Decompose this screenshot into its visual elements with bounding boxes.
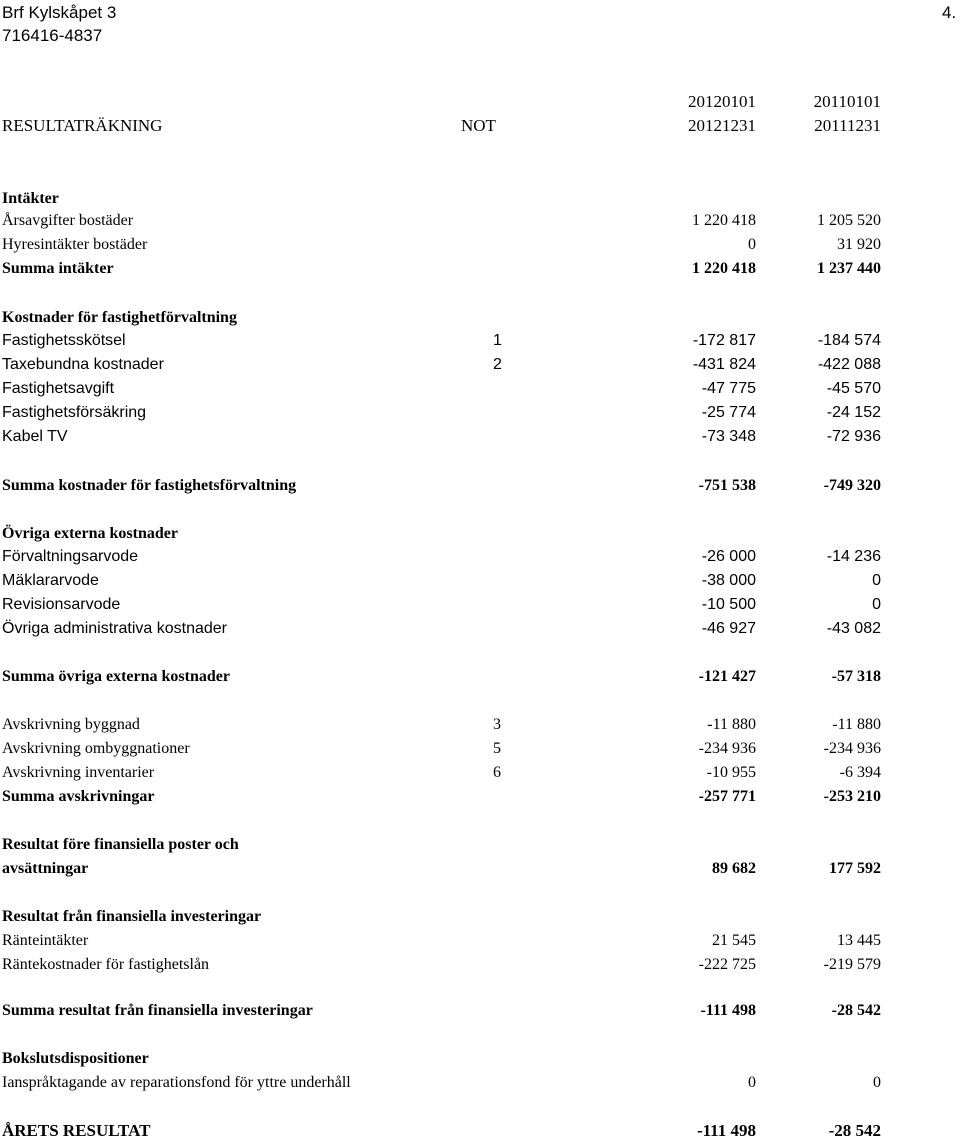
statement-row (0, 858, 960, 880)
statement-row (0, 570, 960, 592)
row-label: Övriga externa kostnader (2, 525, 178, 542)
statement-row (0, 234, 960, 256)
row-label: Kabel TV (2, 428, 68, 445)
row-value-current: -46 927 (701, 620, 756, 637)
statement-row (0, 188, 960, 210)
row-value-current: 0 (748, 236, 756, 253)
row-value-current: -257 771 (698, 788, 756, 805)
row-label: Räntekostnader för fastighetslån (2, 956, 210, 973)
row-value-current: -172 817 (692, 332, 756, 349)
row-label: Förvaltningsarvode (2, 548, 139, 565)
row-note: 3 (493, 716, 501, 733)
statement-row (0, 330, 960, 352)
statement-row (0, 1072, 960, 1094)
statement-row (0, 523, 960, 545)
row-label: Summa intäkter (2, 260, 114, 277)
period-previous-start: 20110101 (813, 92, 881, 111)
row-label: Avskrivning inventarier (2, 764, 155, 781)
row-value-current: -10 955 (706, 764, 756, 781)
row-label: Revisionsarvode (2, 596, 121, 613)
period-current-end: 20121231 (688, 116, 756, 135)
row-value-current: 0 (748, 1074, 756, 1091)
statement-row (0, 714, 960, 736)
row-note: 2 (493, 356, 502, 373)
period-previous-end: 20111231 (814, 116, 881, 135)
row-value-current: -111 498 (700, 1002, 756, 1019)
row-label: Ränteintäkter (2, 932, 89, 949)
row-value-previous: -24 152 (826, 404, 881, 421)
org-number: 716416-4837 (2, 26, 103, 45)
row-value-current: -38 000 (701, 572, 756, 589)
row-value-current: -11 880 (707, 716, 756, 733)
row-value-previous: -6 394 (839, 764, 881, 781)
row-label: ÅRETS RESULTAT (2, 1121, 151, 1140)
row-label: Bokslutsdispositioner (2, 1050, 149, 1067)
row-value-previous: 177 592 (829, 860, 881, 877)
row-value-current: -25 774 (701, 404, 756, 421)
row-value-previous: -45 570 (826, 380, 881, 397)
statement-row (0, 426, 960, 448)
statement-title: RESULTATRÄKNING (2, 116, 163, 135)
row-label: Avskrivning byggnad (2, 716, 140, 733)
row-value-previous: -57 318 (831, 668, 881, 685)
row-label: Fastighetsavgift (2, 380, 115, 397)
row-value-current: -234 936 (698, 740, 756, 757)
row-label: Övriga administrativa kostnader (2, 620, 227, 637)
row-value-current: 21 545 (712, 932, 756, 949)
row-value-current: 1 220 418 (692, 260, 756, 277)
row-value-previous: -253 210 (823, 788, 881, 805)
row-label: Avskrivning ombyggnationer (2, 740, 190, 757)
row-value-current: -751 538 (698, 477, 756, 494)
row-value-previous: -11 880 (832, 716, 881, 733)
row-value-previous: -234 936 (823, 740, 881, 757)
statement-row (0, 210, 960, 232)
row-label: Summa övriga externa kostnader (2, 668, 230, 685)
row-value-current: -73 348 (701, 428, 756, 445)
row-label: avsättningar (2, 860, 89, 877)
period-start-header-row (0, 91, 960, 113)
row-label: Hyresintäkter bostäder (2, 236, 148, 253)
row-label: Kostnader för fastighetförvaltning (2, 309, 237, 326)
row-value-previous: -184 574 (817, 332, 881, 349)
row-value-previous: -219 579 (823, 956, 881, 973)
row-value-previous: 0 (872, 572, 881, 589)
period-current-start: 20120101 (688, 92, 756, 111)
statement-row (0, 378, 960, 400)
row-value-previous: -28 542 (828, 1121, 881, 1140)
row-value-current: 89 682 (712, 860, 756, 877)
statement-row (0, 475, 960, 497)
row-value-current: -10 500 (701, 596, 756, 613)
statement-row (0, 307, 960, 329)
statement-row (0, 1120, 960, 1142)
page-number: 4. (942, 3, 957, 22)
statement-row (0, 762, 960, 784)
statement-row (0, 834, 960, 856)
row-value-previous: 31 920 (837, 236, 881, 253)
row-value-previous: -43 082 (826, 620, 881, 637)
row-note: 5 (493, 740, 501, 757)
row-label: Ianspråktagande av reparationsfond för yttre underhåll (2, 1074, 351, 1091)
statement-row (0, 786, 960, 808)
statement-row (0, 930, 960, 952)
row-value-current: -431 824 (692, 356, 756, 373)
row-value-previous: 1 237 440 (817, 260, 881, 277)
row-label: Summa kostnader för fastighetsförvaltning (2, 477, 297, 494)
row-value-current: -47 775 (701, 380, 756, 397)
row-label: Årsavgifter bostäder (2, 212, 134, 229)
row-value-previous: -72 936 (826, 428, 881, 445)
row-note: 6 (493, 764, 501, 781)
statement-row (0, 954, 960, 976)
row-label: Taxebundna kostnader (2, 356, 164, 373)
statement-row (0, 1048, 960, 1070)
statement-row (0, 738, 960, 760)
row-value-current: -26 000 (701, 548, 756, 565)
row-value-previous: -749 320 (823, 477, 881, 494)
row-label: Resultat före finansiella poster och (2, 836, 239, 853)
row-label: Fastighetsförsäkring (2, 404, 147, 421)
row-label: Summa resultat från finansiella investeringar (2, 1002, 313, 1019)
row-value-current: -121 427 (698, 668, 756, 685)
row-value-previous: -14 236 (826, 548, 881, 565)
row-label: Fastighetsskötsel (2, 332, 126, 349)
row-value-current: -222 725 (698, 956, 756, 973)
row-label: Intäkter (2, 190, 59, 207)
company-name: Brf Kylskåpet 3 (2, 3, 117, 22)
statement-row (0, 618, 960, 640)
row-value-current: 1 220 418 (692, 212, 756, 229)
statement-row (0, 258, 960, 280)
row-value-previous: 1 205 520 (817, 212, 881, 229)
statement-row (0, 594, 960, 616)
row-value-current: -111 498 (696, 1121, 756, 1140)
statement-row (0, 402, 960, 424)
row-label: Mäklararvode (2, 572, 99, 589)
row-value-previous: -28 542 (831, 1002, 881, 1019)
row-label: Summa avskrivningar (2, 788, 155, 805)
statement-row (0, 546, 960, 568)
title-header-row (0, 115, 960, 137)
statement-row (0, 1000, 960, 1022)
row-note: 1 (493, 332, 502, 349)
statement-row (0, 666, 960, 688)
note-column-header: NOT (461, 116, 496, 135)
row-value-previous: 0 (873, 1074, 881, 1091)
statement-row (0, 906, 960, 928)
row-value-previous: -422 088 (817, 356, 881, 373)
statement-row (0, 354, 960, 376)
row-value-previous: 13 445 (837, 932, 881, 949)
row-value-previous: 0 (872, 596, 881, 613)
row-label: Resultat från finansiella investeringar (2, 908, 262, 925)
